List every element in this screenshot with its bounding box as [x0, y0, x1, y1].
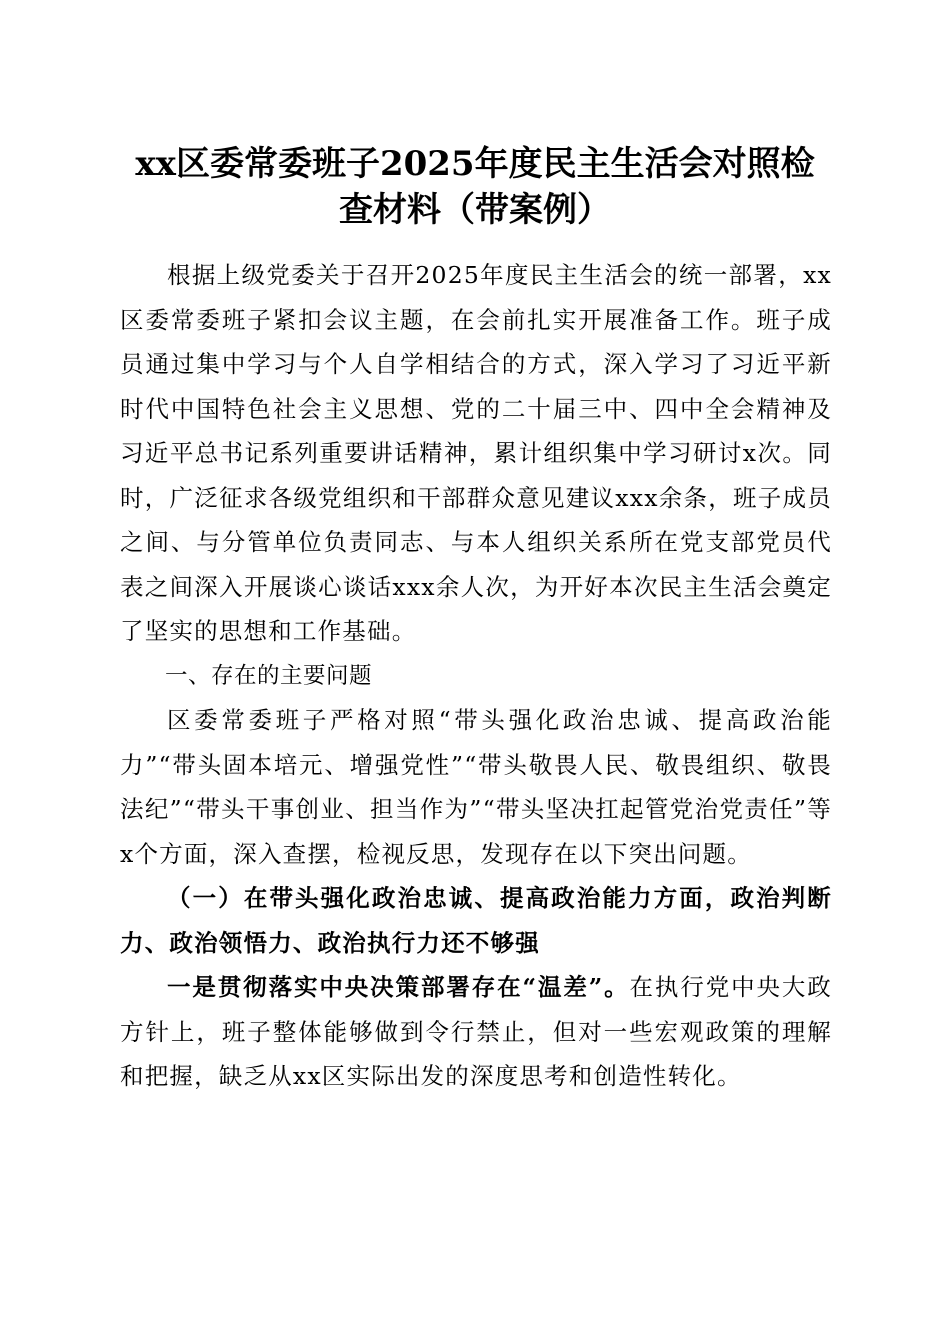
intro-paragraph: 根据上级党委关于召开2025年度民主生活会的统一部署，xx区委常委班子紧扣会议主题，在会前扎实开展准备工作。班子成员通过集中学习与个人自学相结合的方式，深入学习了习近平新时代中国特色社会主义思想、党的二十届三中、四中全会精神及习近平总书记系列重要讲话精神，累计组织集中学习研讨x次。同时，广泛征求各级党组织和干部群众意见建议xxx余条，班子成员之间、与分管单位负责同志、与本人组织关系所在党支部党员代表之间深入开展谈心谈话xxx余人次，为开好本次民主生活会奠定了坚实的思想和工作基础。: [120, 261, 832, 645]
problem-paragraph: [120, 965, 832, 1099]
section-intro-paragraph: 区委常委班子严格对照“带头强化政治忠诚、提高政治能力”“带头固本培元、增强党性”“带头敬畏人民、敬畏组织、敬畏法纪”“带头干事创业、担当作为”“带头坚决扛起管党治党责任”等x个方面，深入查摆，检视反思，发现存在以下突出问题。: [120, 706, 832, 868]
document-title: [100, 141, 850, 233]
subsection-heading: （一）在带头强化政治忠诚、提高政治能力方面，政治判断力、政治领悟力、政治执行力还不够强: [120, 884, 832, 957]
problem-lead: 一是贯彻落实中央决策部署存在“温差”。: [167, 973, 630, 1001]
title-line-1: xx区委常委班子2025年度民主生活会对照检: [135, 144, 815, 184]
section-heading: 一、存在的主要问题: [165, 662, 373, 689]
title-line-2: 查材料（带案例）: [339, 190, 611, 230]
problem-text: 在执行党中央大政方针上，班子整体能够做到令行禁止，但对一些宏观政策的理解和把握，缺乏从xx区实际出发的深度思考和创造性转化。: [120, 973, 832, 1090]
document-body: [120, 253, 832, 1099]
